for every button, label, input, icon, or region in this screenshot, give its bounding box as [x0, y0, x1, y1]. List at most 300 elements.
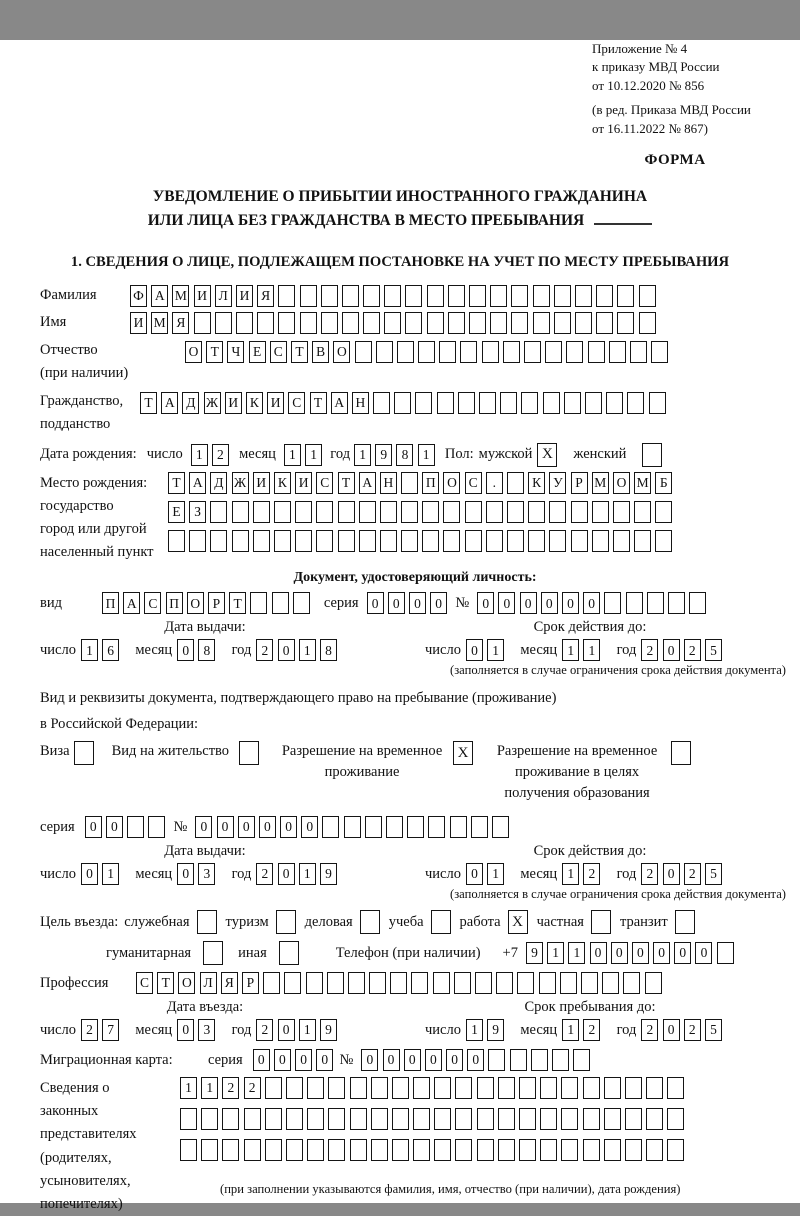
- cell[interactable]: [469, 285, 486, 307]
- cell[interactable]: [581, 972, 598, 994]
- cell[interactable]: [639, 312, 656, 334]
- cell[interactable]: [617, 285, 634, 307]
- purpose-humanitarian-checkbox[interactable]: [203, 941, 223, 965]
- cell[interactable]: [486, 530, 503, 552]
- cell[interactable]: [646, 1139, 663, 1161]
- cell[interactable]: [519, 1139, 536, 1161]
- cell[interactable]: [328, 1139, 345, 1161]
- cell[interactable]: Т: [291, 341, 308, 363]
- cell[interactable]: [371, 1139, 388, 1161]
- cell[interactable]: [415, 392, 432, 414]
- cell[interactable]: [634, 501, 651, 523]
- cell[interactable]: [222, 1139, 239, 1161]
- cell[interactable]: [655, 530, 672, 552]
- cell[interactable]: [307, 1108, 324, 1130]
- cell[interactable]: [521, 392, 538, 414]
- cell[interactable]: [625, 1108, 642, 1130]
- cell[interactable]: [606, 392, 623, 414]
- cell[interactable]: [627, 392, 644, 414]
- cell[interactable]: М: [634, 472, 651, 494]
- cell[interactable]: А: [161, 392, 178, 414]
- cell[interactable]: [413, 1077, 430, 1099]
- cell[interactable]: К: [246, 392, 263, 414]
- cell[interactable]: [250, 592, 267, 614]
- cell[interactable]: 2: [641, 863, 658, 885]
- cell[interactable]: [649, 392, 666, 414]
- cell[interactable]: [411, 972, 428, 994]
- cell[interactable]: М: [592, 472, 609, 494]
- cell[interactable]: [286, 1077, 303, 1099]
- cell[interactable]: [604, 592, 621, 614]
- cell[interactable]: [519, 1108, 536, 1130]
- cell[interactable]: Т: [168, 472, 185, 494]
- cell[interactable]: 3: [198, 863, 215, 885]
- cell[interactable]: 0: [280, 816, 297, 838]
- cell[interactable]: 1: [284, 444, 301, 466]
- cell[interactable]: [278, 285, 295, 307]
- cell[interactable]: [363, 312, 380, 334]
- cell[interactable]: [465, 530, 482, 552]
- cell[interactable]: [596, 312, 613, 334]
- cell[interactable]: М: [172, 285, 189, 307]
- cell[interactable]: 3: [198, 1019, 215, 1041]
- cell[interactable]: [434, 1077, 451, 1099]
- cell[interactable]: 0: [106, 816, 123, 838]
- cell[interactable]: [392, 1139, 409, 1161]
- cell[interactable]: [392, 1108, 409, 1130]
- cell[interactable]: [168, 530, 185, 552]
- cell[interactable]: [405, 285, 422, 307]
- cell[interactable]: [524, 341, 541, 363]
- cell[interactable]: [392, 1077, 409, 1099]
- cell[interactable]: 0: [695, 942, 712, 964]
- cell[interactable]: [566, 341, 583, 363]
- cell[interactable]: [455, 1077, 472, 1099]
- cell[interactable]: [625, 1139, 642, 1161]
- cell[interactable]: [511, 312, 528, 334]
- cell[interactable]: 0: [81, 863, 98, 885]
- cell[interactable]: [180, 1139, 197, 1161]
- cell[interactable]: У: [549, 472, 566, 494]
- cell[interactable]: [265, 1108, 282, 1130]
- cell[interactable]: [316, 530, 333, 552]
- cell[interactable]: [253, 530, 270, 552]
- cell[interactable]: [475, 972, 492, 994]
- cell[interactable]: [380, 530, 397, 552]
- visa-checkbox[interactable]: [74, 741, 94, 765]
- cell[interactable]: [338, 501, 355, 523]
- cell[interactable]: [539, 972, 556, 994]
- cell[interactable]: [434, 1108, 451, 1130]
- cell[interactable]: [571, 501, 588, 523]
- cell[interactable]: [265, 1139, 282, 1161]
- cell[interactable]: Н: [380, 472, 397, 494]
- cell[interactable]: 0: [278, 863, 295, 885]
- cell[interactable]: [571, 530, 588, 552]
- cell[interactable]: А: [151, 285, 168, 307]
- cell[interactable]: [384, 285, 401, 307]
- cell[interactable]: 0: [541, 592, 558, 614]
- cell[interactable]: [380, 501, 397, 523]
- cell[interactable]: И: [267, 392, 284, 414]
- cell[interactable]: [244, 1108, 261, 1130]
- cell[interactable]: А: [123, 592, 140, 614]
- cell[interactable]: [507, 501, 524, 523]
- cell[interactable]: 1: [354, 444, 371, 466]
- cell[interactable]: [376, 341, 393, 363]
- cell[interactable]: [180, 1108, 197, 1130]
- cell[interactable]: Л: [200, 972, 217, 994]
- cell[interactable]: [545, 341, 562, 363]
- cell[interactable]: [443, 501, 460, 523]
- cell[interactable]: 0: [295, 1049, 312, 1071]
- cell[interactable]: [602, 972, 619, 994]
- cell[interactable]: [667, 1139, 684, 1161]
- cell[interactable]: [232, 530, 249, 552]
- cell[interactable]: [418, 341, 435, 363]
- cell[interactable]: И: [130, 312, 147, 334]
- cell[interactable]: 0: [404, 1049, 421, 1071]
- cell[interactable]: 0: [520, 592, 537, 614]
- temp-residence-checkbox[interactable]: X: [453, 741, 473, 765]
- cell[interactable]: 0: [195, 816, 212, 838]
- cell[interactable]: Д: [210, 472, 227, 494]
- cell[interactable]: [507, 530, 524, 552]
- cell[interactable]: Б: [655, 472, 672, 494]
- cell[interactable]: [588, 341, 605, 363]
- cell[interactable]: [327, 972, 344, 994]
- cell[interactable]: Я: [257, 285, 274, 307]
- cell[interactable]: П: [422, 472, 439, 494]
- cell[interactable]: [201, 1108, 218, 1130]
- cell[interactable]: [498, 1108, 515, 1130]
- purpose-private-checkbox[interactable]: [591, 910, 611, 934]
- cell[interactable]: [575, 285, 592, 307]
- residence-permit-checkbox[interactable]: [239, 741, 259, 765]
- cell[interactable]: [265, 1077, 282, 1099]
- cell[interactable]: [439, 341, 456, 363]
- cell[interactable]: [492, 816, 509, 838]
- cell[interactable]: [448, 285, 465, 307]
- cell[interactable]: [471, 816, 488, 838]
- purpose-study-checkbox[interactable]: [431, 910, 451, 934]
- cell[interactable]: [454, 972, 471, 994]
- cell[interactable]: [397, 341, 414, 363]
- cell[interactable]: 0: [177, 1019, 194, 1041]
- cell[interactable]: 0: [611, 942, 628, 964]
- cell[interactable]: [428, 816, 445, 838]
- cell[interactable]: 1: [180, 1077, 197, 1099]
- cell[interactable]: [455, 1139, 472, 1161]
- cell[interactable]: И: [253, 472, 270, 494]
- cell[interactable]: [300, 285, 317, 307]
- cell[interactable]: [344, 816, 361, 838]
- cell[interactable]: [604, 1139, 621, 1161]
- cell[interactable]: [511, 285, 528, 307]
- cell[interactable]: З: [189, 501, 206, 523]
- cell[interactable]: 9: [320, 863, 337, 885]
- cell[interactable]: [573, 1049, 590, 1071]
- cell[interactable]: [300, 312, 317, 334]
- cell[interactable]: 2: [684, 863, 701, 885]
- cell[interactable]: 0: [274, 1049, 291, 1071]
- cell[interactable]: 9: [320, 1019, 337, 1041]
- cell[interactable]: 0: [663, 1019, 680, 1041]
- cell[interactable]: 6: [102, 639, 119, 661]
- cell[interactable]: [625, 1077, 642, 1099]
- cell[interactable]: 1: [201, 1077, 218, 1099]
- cell[interactable]: [365, 816, 382, 838]
- cell[interactable]: [564, 392, 581, 414]
- cell[interactable]: [427, 312, 444, 334]
- cell[interactable]: Т: [310, 392, 327, 414]
- cell[interactable]: [458, 392, 475, 414]
- cell[interactable]: [667, 1108, 684, 1130]
- cell[interactable]: 0: [466, 863, 483, 885]
- cell[interactable]: 0: [663, 863, 680, 885]
- male-checkbox[interactable]: X: [537, 443, 557, 467]
- cell[interactable]: [348, 972, 365, 994]
- cell[interactable]: [210, 501, 227, 523]
- cell[interactable]: [342, 285, 359, 307]
- cell[interactable]: [477, 1139, 494, 1161]
- cell[interactable]: [549, 501, 566, 523]
- cell[interactable]: [477, 1077, 494, 1099]
- cell[interactable]: 0: [217, 816, 234, 838]
- cell[interactable]: [413, 1139, 430, 1161]
- cell[interactable]: [617, 312, 634, 334]
- cell[interactable]: [482, 341, 499, 363]
- cell[interactable]: [533, 285, 550, 307]
- cell[interactable]: А: [331, 392, 348, 414]
- cell[interactable]: Я: [172, 312, 189, 334]
- cell[interactable]: 1: [191, 444, 208, 466]
- cell[interactable]: 0: [388, 592, 405, 614]
- cell[interactable]: [321, 312, 338, 334]
- purpose-official-checkbox[interactable]: [197, 910, 217, 934]
- cell[interactable]: 1: [487, 639, 504, 661]
- cell[interactable]: [496, 972, 513, 994]
- cell[interactable]: 0: [367, 592, 384, 614]
- cell[interactable]: [488, 1049, 505, 1071]
- cell[interactable]: Е: [249, 341, 266, 363]
- cell[interactable]: [554, 312, 571, 334]
- cell[interactable]: [433, 972, 450, 994]
- cell[interactable]: 5: [705, 863, 722, 885]
- cell[interactable]: 0: [477, 592, 494, 614]
- cell[interactable]: Л: [215, 285, 232, 307]
- cell[interactable]: [479, 392, 496, 414]
- cell[interactable]: [613, 530, 630, 552]
- cell[interactable]: [427, 285, 444, 307]
- cell[interactable]: 0: [425, 1049, 442, 1071]
- cell[interactable]: [210, 530, 227, 552]
- cell[interactable]: [540, 1077, 557, 1099]
- cell[interactable]: [668, 592, 685, 614]
- cell[interactable]: [328, 1108, 345, 1130]
- cell[interactable]: [328, 1077, 345, 1099]
- cell[interactable]: [307, 1139, 324, 1161]
- cell[interactable]: 0: [467, 1049, 484, 1071]
- cell[interactable]: [293, 592, 310, 614]
- cell[interactable]: [401, 501, 418, 523]
- cell[interactable]: [460, 341, 477, 363]
- cell[interactable]: [575, 312, 592, 334]
- cell[interactable]: Т: [140, 392, 157, 414]
- cell[interactable]: 1: [418, 444, 435, 466]
- cell[interactable]: 2: [641, 639, 658, 661]
- cell[interactable]: [359, 530, 376, 552]
- cell[interactable]: Ж: [204, 392, 221, 414]
- cell[interactable]: [342, 312, 359, 334]
- cell[interactable]: М: [151, 312, 168, 334]
- cell[interactable]: 1: [102, 863, 119, 885]
- cell[interactable]: [307, 1077, 324, 1099]
- cell[interactable]: 1: [299, 639, 316, 661]
- cell[interactable]: К: [528, 472, 545, 494]
- cell[interactable]: [236, 312, 253, 334]
- cell[interactable]: 0: [259, 816, 276, 838]
- cell[interactable]: 0: [409, 592, 426, 614]
- cell[interactable]: Р: [242, 972, 259, 994]
- cell[interactable]: [592, 530, 609, 552]
- cell[interactable]: [651, 341, 668, 363]
- cell[interactable]: П: [166, 592, 183, 614]
- cell[interactable]: 8: [396, 444, 413, 466]
- cell[interactable]: С: [288, 392, 305, 414]
- cell[interactable]: 2: [244, 1077, 261, 1099]
- cell[interactable]: 2: [81, 1019, 98, 1041]
- cell[interactable]: [322, 816, 339, 838]
- cell[interactable]: Т: [157, 972, 174, 994]
- cell[interactable]: 0: [562, 592, 579, 614]
- cell[interactable]: 0: [653, 942, 670, 964]
- cell[interactable]: 2: [684, 639, 701, 661]
- cell[interactable]: [646, 1077, 663, 1099]
- cell[interactable]: [257, 312, 274, 334]
- cell[interactable]: [549, 530, 566, 552]
- cell[interactable]: [350, 1139, 367, 1161]
- cell[interactable]: 0: [498, 592, 515, 614]
- cell[interactable]: О: [185, 341, 202, 363]
- cell[interactable]: [626, 592, 643, 614]
- cell[interactable]: [667, 1077, 684, 1099]
- cell[interactable]: Р: [208, 592, 225, 614]
- cell[interactable]: [655, 501, 672, 523]
- cell[interactable]: [384, 312, 401, 334]
- cell[interactable]: .: [486, 472, 503, 494]
- cell[interactable]: 2: [212, 444, 229, 466]
- cell[interactable]: 1: [583, 639, 600, 661]
- cell[interactable]: [540, 1139, 557, 1161]
- cell[interactable]: 2: [583, 1019, 600, 1041]
- cell[interactable]: [422, 501, 439, 523]
- cell[interactable]: 0: [278, 1019, 295, 1041]
- cell[interactable]: [609, 341, 626, 363]
- cell[interactable]: [533, 312, 550, 334]
- cell[interactable]: Я: [221, 972, 238, 994]
- cell[interactable]: [630, 341, 647, 363]
- cell[interactable]: [498, 1077, 515, 1099]
- cell[interactable]: [306, 972, 323, 994]
- cell[interactable]: [543, 392, 560, 414]
- cell[interactable]: [369, 972, 386, 994]
- cell[interactable]: 1: [299, 863, 316, 885]
- cell[interactable]: [405, 312, 422, 334]
- cell[interactable]: [498, 1139, 515, 1161]
- cell[interactable]: [422, 530, 439, 552]
- cell[interactable]: [390, 972, 407, 994]
- cell[interactable]: [434, 1139, 451, 1161]
- cell[interactable]: С: [270, 341, 287, 363]
- cell[interactable]: 0: [85, 816, 102, 838]
- cell[interactable]: 2: [641, 1019, 658, 1041]
- cell[interactable]: [517, 972, 534, 994]
- cell[interactable]: [201, 1139, 218, 1161]
- cell[interactable]: [528, 501, 545, 523]
- cell[interactable]: О: [333, 341, 350, 363]
- cell[interactable]: [401, 530, 418, 552]
- cell[interactable]: [321, 285, 338, 307]
- cell[interactable]: 2: [256, 863, 273, 885]
- cell[interactable]: 1: [547, 942, 564, 964]
- cell[interactable]: [437, 392, 454, 414]
- cell[interactable]: [552, 1049, 569, 1071]
- cell[interactable]: О: [443, 472, 460, 494]
- cell[interactable]: И: [225, 392, 242, 414]
- cell[interactable]: [263, 972, 280, 994]
- cell[interactable]: [443, 530, 460, 552]
- cell[interactable]: [386, 816, 403, 838]
- cell[interactable]: 9: [375, 444, 392, 466]
- cell[interactable]: [583, 1139, 600, 1161]
- cell[interactable]: А: [189, 472, 206, 494]
- cell[interactable]: Н: [352, 392, 369, 414]
- cell[interactable]: 2: [256, 1019, 273, 1041]
- cell[interactable]: [477, 1108, 494, 1130]
- cell[interactable]: [583, 1077, 600, 1099]
- cell[interactable]: 1: [81, 639, 98, 661]
- cell[interactable]: [585, 392, 602, 414]
- cell[interactable]: [272, 592, 289, 614]
- cell[interactable]: [363, 285, 380, 307]
- cell[interactable]: [278, 312, 295, 334]
- cell[interactable]: [286, 1108, 303, 1130]
- cell[interactable]: 1: [562, 639, 579, 661]
- cell[interactable]: 0: [177, 639, 194, 661]
- cell[interactable]: [604, 1077, 621, 1099]
- cell[interactable]: [486, 501, 503, 523]
- cell[interactable]: 0: [674, 942, 691, 964]
- cell[interactable]: 9: [526, 942, 543, 964]
- cell[interactable]: И: [236, 285, 253, 307]
- cell[interactable]: 0: [466, 639, 483, 661]
- cell[interactable]: Ж: [232, 472, 249, 494]
- cell[interactable]: [407, 816, 424, 838]
- cell[interactable]: Ф: [130, 285, 147, 307]
- cell[interactable]: [274, 501, 291, 523]
- cell[interactable]: 0: [361, 1049, 378, 1071]
- cell[interactable]: 0: [632, 942, 649, 964]
- cell[interactable]: С: [465, 472, 482, 494]
- cell[interactable]: 1: [487, 863, 504, 885]
- cell[interactable]: С: [136, 972, 153, 994]
- cell[interactable]: [355, 341, 372, 363]
- cell[interactable]: 0: [278, 639, 295, 661]
- cell[interactable]: [194, 312, 211, 334]
- cell[interactable]: [350, 1077, 367, 1099]
- cell[interactable]: К: [274, 472, 291, 494]
